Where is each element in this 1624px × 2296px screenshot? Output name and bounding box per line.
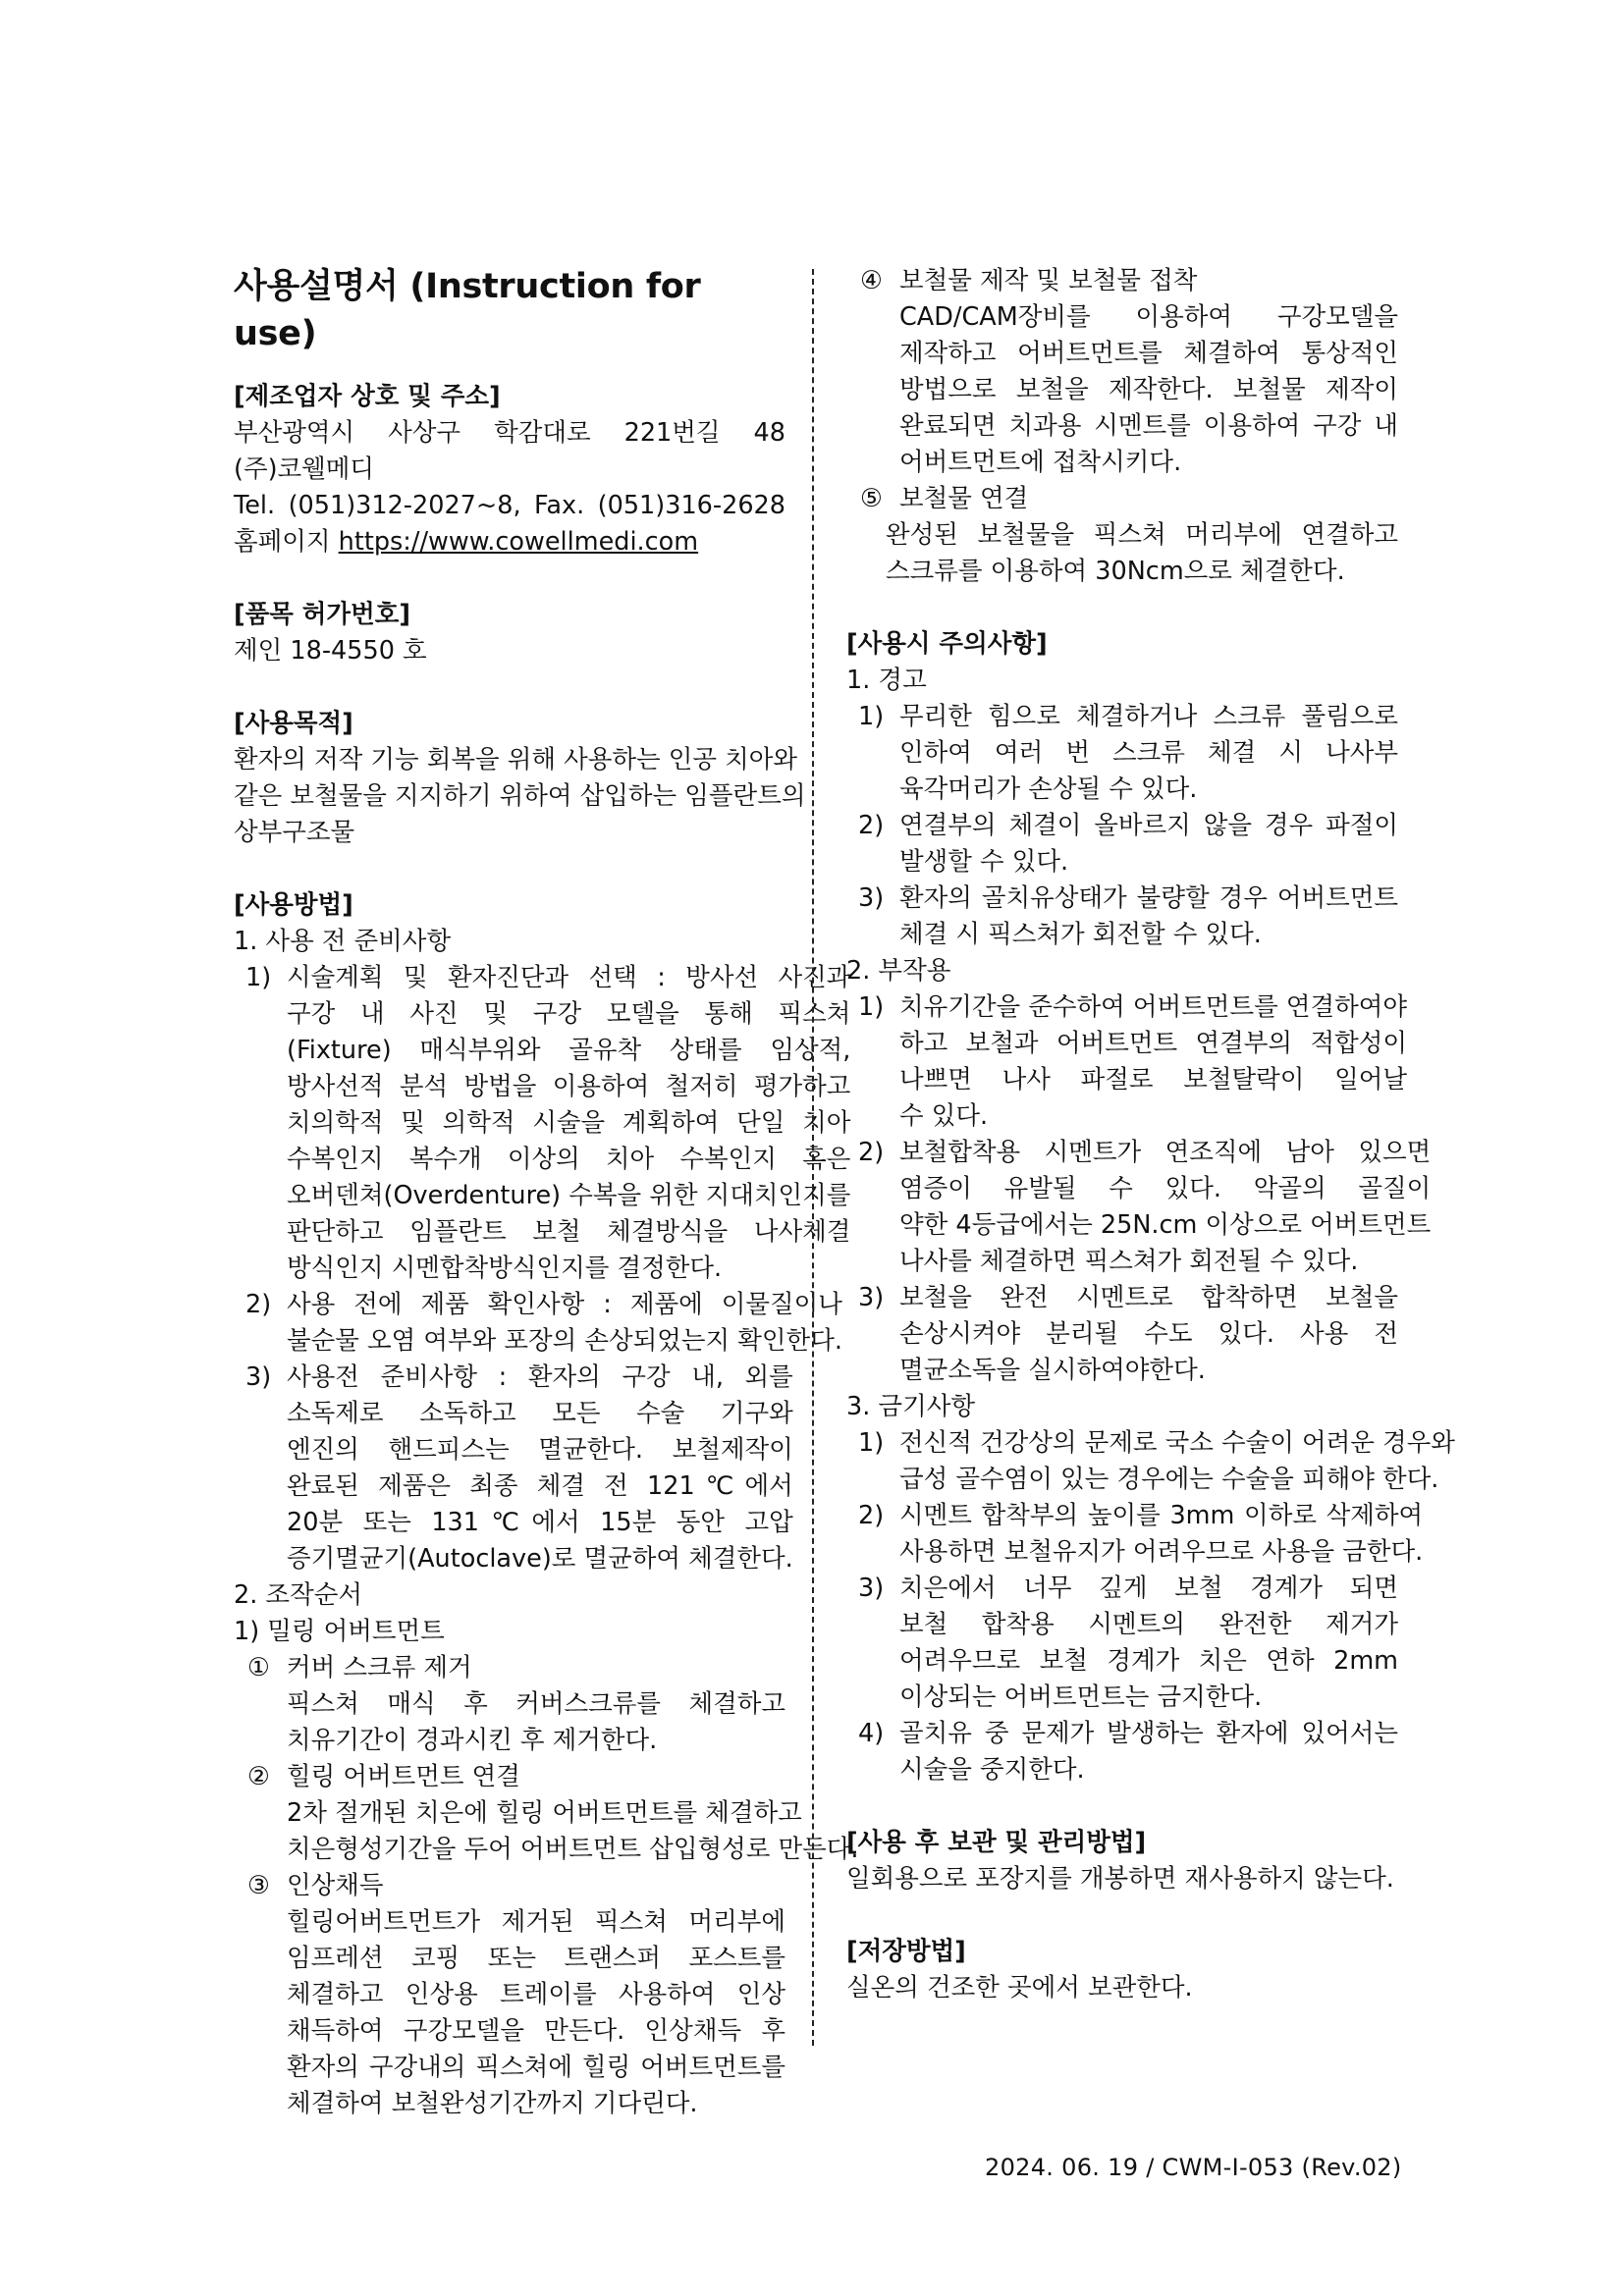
manufacturer-section xyxy=(234,379,785,561)
item-line: 발생할 수 있다. xyxy=(899,847,1069,877)
item-number: 4) xyxy=(858,1719,885,1748)
contraindication-item xyxy=(846,1716,1398,1789)
storage-heading: [저장방법] xyxy=(846,1937,966,1966)
item-line: 시술계획 및 환자진단과 선택 : 방사선 사진과 xyxy=(287,963,851,992)
contraindication-item xyxy=(846,1571,1398,1716)
item-line: 증기멸균기(Autoclave)로 멸균하여 체결한다. xyxy=(287,1544,793,1574)
license-heading: [품목 허가번호] xyxy=(234,600,410,629)
item-number: 1) xyxy=(858,702,885,731)
side-effect-item xyxy=(846,1135,1432,1280)
item-number: 1) xyxy=(858,992,885,1022)
step-line: 치은형성기간을 두어 어버트먼트 삽입형성로 만든다. xyxy=(287,1835,859,1864)
item-line: 급성 골수염이 있는 경우에는 수술을 피해야 한다. xyxy=(899,1465,1439,1494)
storage-text: 실온의 건조한 곳에서 보관한다. xyxy=(846,1973,1193,2002)
procedure-title: 2. 조작순서 xyxy=(234,1580,362,1610)
purpose-line: 같은 보철물을 지지하기 위하여 삽입하는 임플란트의 xyxy=(234,781,806,811)
prep-title: 1. 사용 전 준비사항 xyxy=(234,927,452,956)
item-number: 3) xyxy=(858,1283,885,1312)
item-line: 불순물 오염 여부와 포장의 손상되었는지 확인한다. xyxy=(287,1326,842,1356)
purpose-line: 상부구조물 xyxy=(234,818,355,847)
step-line: 채득하여 구강모델을 만든다. 인상채득 후 xyxy=(287,2016,785,2046)
side-effect-item xyxy=(846,989,1407,1135)
contraindications-title: 3. 금기사항 xyxy=(846,1392,975,1421)
purpose-heading: [사용목적] xyxy=(234,709,353,738)
item-line: 육각머리가 손상될 수 있다. xyxy=(899,774,1198,804)
item-line: 시술을 중지한다. xyxy=(899,1755,1085,1785)
step-title: 보철물 연결 xyxy=(899,484,1029,513)
warning-item xyxy=(846,808,1398,881)
item-line: 시멘트 합착부의 높이를 3mm 이하로 삭제하여 xyxy=(899,1501,1424,1530)
contraindication-item xyxy=(846,1498,1424,1571)
step-line: 체결하고 인상용 트레이를 사용하여 인상 xyxy=(287,1980,785,2009)
procedure-step xyxy=(846,263,1398,481)
document-title: 사용설명서 (Instruction for use) xyxy=(234,267,701,353)
precautions-heading: [사용시 주의사항] xyxy=(846,629,1048,659)
procedure-step xyxy=(234,1759,859,1868)
item-line: 하고 보철과 어버트먼트 연결부의 적합성이 xyxy=(899,1029,1407,1058)
prep-item xyxy=(234,1360,793,1577)
item-line: 연결부의 체결이 올바르지 않을 경우 파절이 xyxy=(899,811,1398,840)
license-number: 제인 18-4550 호 xyxy=(234,636,427,666)
item-number: 2) xyxy=(245,1290,272,1319)
column-divider xyxy=(812,269,814,2046)
item-line: 수 있다. xyxy=(899,1101,989,1131)
item-line: 소독제로 소독하고 모든 수술 기구와 xyxy=(287,1399,793,1428)
item-number: 3) xyxy=(858,883,885,913)
step-number: ③ xyxy=(247,1871,270,1900)
item-line: 보철을 완전 시멘트로 합착하면 보철을 xyxy=(899,1283,1398,1312)
item-line: 치은에서 너무 깊게 보철 경계가 되면 xyxy=(899,1574,1398,1603)
step-line: 치유기간이 경과시킨 후 제거한다. xyxy=(287,1726,658,1755)
step-line: 힐링어버트먼트가 제거된 픽스쳐 머리부에 xyxy=(287,1907,785,1937)
usage-heading: [사용방법] xyxy=(234,890,353,920)
item-number: 2) xyxy=(858,1501,885,1530)
item-line: 약한 4등급에서는 25N.cm 이상으로 어버트먼트 xyxy=(899,1210,1432,1240)
storage-section xyxy=(846,1934,1398,2006)
license-section xyxy=(234,597,785,669)
precautions-section xyxy=(846,626,1455,1789)
item-line: 수복인지 복수개 이상의 치아 수복인지 혹은 xyxy=(287,1145,851,1174)
document-footer: 2024. 06. 19 / CWM-I-053 (Rev.02) xyxy=(985,2154,1402,2181)
step-title: 인상채득 xyxy=(287,1871,384,1900)
purpose-line: 환자의 저작 기능 회복을 위해 사용하는 인공 치아와 xyxy=(234,745,798,774)
homepage-line xyxy=(234,524,785,561)
item-line: 체결 시 픽스쳐가 회전할 수 있다. xyxy=(899,920,1262,949)
warning-item xyxy=(846,881,1398,953)
item-line: 20분 또는 131℃에서 15분 동안 고압 xyxy=(287,1508,793,1537)
manufacturer-address: 부산광역시 사상구 학감대로 221번길 48 xyxy=(234,418,785,448)
prep-item xyxy=(234,1287,842,1360)
procedure-subtitle: 1) 밀링 어버트먼트 xyxy=(234,1617,445,1646)
contraindication-item xyxy=(846,1425,1455,1498)
item-number: 2) xyxy=(858,811,885,840)
step-number: ⑤ xyxy=(860,484,883,513)
prep-item xyxy=(234,960,851,1287)
step-line: 완료되면 치과용 시멘트를 이용하여 구강 내 xyxy=(899,411,1398,441)
step-line: 스크류를 이용하여 30Ncm으로 체결한다. xyxy=(886,557,1345,586)
item-line: 멸균소독을 실시하여야한다. xyxy=(899,1356,1206,1385)
step-line: 어버트먼트에 접착시키다. xyxy=(899,448,1182,477)
step-line: CAD/CAM장비를 이용하여 구강모델을 xyxy=(899,302,1398,332)
step-line: 픽스쳐 매식 후 커버스크류를 체결하고 xyxy=(287,1689,785,1719)
step-line: 완성된 보철물을 픽스쳐 머리부에 연결하고 xyxy=(886,520,1398,550)
right-column xyxy=(846,263,1455,2043)
warning-item xyxy=(846,699,1398,808)
item-number: 2) xyxy=(858,1138,885,1167)
item-line: 나사를 체결하면 픽스쳐가 회전될 수 있다. xyxy=(899,1247,1359,1276)
item-number: 3) xyxy=(245,1362,272,1392)
item-line: 이상되는 어버트먼트는 금지한다. xyxy=(899,1682,1263,1712)
step-title: 보철물 제작 및 보철물 접착 xyxy=(899,266,1198,295)
side-effect-item xyxy=(846,1280,1398,1389)
homepage-link[interactable]: https://www.cowellmedi.com xyxy=(338,527,699,557)
item-line: 보철합착용 시멘트가 연조직에 남아 있으면 xyxy=(899,1138,1432,1167)
step-line: 임프레션 코핑 또는 트랜스퍼 포스트를 xyxy=(287,1944,785,1973)
item-line: 구강 내 사진 및 구강 모델을 통해 픽스쳐 xyxy=(287,999,851,1029)
item-number: 1) xyxy=(858,1428,885,1458)
left-column xyxy=(234,263,859,2122)
item-line: 완료된 제품은 최종 체결 전 121℃에서 xyxy=(287,1471,793,1501)
after-use-text: 일회용으로 포장지를 개봉하면 재사용하지 않는다. xyxy=(846,1864,1394,1894)
after-use-section xyxy=(846,1825,1398,1897)
item-line: 인하여 여러 번 스크류 체결 시 나사부 xyxy=(899,738,1398,768)
item-line: 방식인지 시멘합착방식인지를 결정한다. xyxy=(287,1254,723,1283)
procedure-step xyxy=(234,1868,785,2122)
item-line: 판단하고 임플란트 보철 체결방식을 나사체결 xyxy=(287,1217,851,1247)
item-line: 손상시켜야 분리될 수도 있다. 사용 전 xyxy=(899,1319,1398,1349)
homepage-label: 홈페이지 xyxy=(234,527,331,557)
warning-title: 1. 경고 xyxy=(846,666,927,695)
procedure-step xyxy=(846,481,1398,590)
side-effects-title: 2. 부작용 xyxy=(846,956,951,986)
item-line: 나쁘면 나사 파절로 보철탈락이 일어날 xyxy=(899,1065,1407,1095)
item-line: 치의학적 및 의학적 시술을 계획하여 단일 치아 xyxy=(287,1108,851,1138)
item-line: 환자의 골치유상태가 불량할 경우 어버트먼트 xyxy=(899,883,1398,913)
item-line: 엔진의 핸드피스는 멸균한다. 보철제작이 xyxy=(287,1435,793,1465)
item-line: 염증이 유발될 수 있다. 악골의 골질이 xyxy=(899,1174,1432,1203)
item-line: 방사선적 분석 방법을 이용하여 철저히 평가하고 xyxy=(287,1072,851,1101)
item-line: 무리한 힘으로 체결하거나 스크류 풀림으로 xyxy=(899,702,1398,731)
after-use-heading: [사용 후 보관 및 관리방법] xyxy=(846,1828,1147,1857)
manufacturer-company: (주)코웰메디 xyxy=(234,454,375,484)
step-line: 체결하여 보철완성기간까지 기다린다. xyxy=(287,2089,698,2118)
manufacturer-contact: Tel. (051)312-2027~8, Fax. (051)316-2628 xyxy=(234,491,785,520)
item-number: 3) xyxy=(858,1574,885,1603)
step-line: 방법으로 보철을 제작한다. 보철물 제작이 xyxy=(899,375,1398,404)
procedure-step xyxy=(234,1650,785,1759)
step-number: ① xyxy=(247,1653,270,1682)
step-number: ② xyxy=(247,1762,270,1791)
item-line: 전신적 건강상의 문제로 국소 수술이 어려운 경우와 xyxy=(899,1428,1455,1458)
item-line: 사용전 준비사항 : 환자의 구강 내, 외를 xyxy=(287,1362,793,1392)
item-line: 어려우므로 보철 경계가 치은 연하 2mm xyxy=(899,1646,1398,1676)
step-title: 힐링 어버트먼트 연결 xyxy=(287,1762,520,1791)
step-line: 2차 절개된 치은에 힐링 어버트먼트를 체결하고 xyxy=(287,1798,802,1828)
step-number: ④ xyxy=(860,266,883,295)
purpose-section xyxy=(234,706,806,851)
manufacturer-heading: [제조업자 상호 및 주소] xyxy=(234,382,501,411)
item-line: (Fixture) 매식부위와 골유착 상태를 임상적, xyxy=(287,1036,851,1065)
step-line: 제작하고 어버트먼트를 체결하여 통상적인 xyxy=(899,339,1398,368)
item-number: 1) xyxy=(245,963,272,992)
item-line: 사용하면 보철유지가 어려우므로 사용을 금한다. xyxy=(899,1537,1424,1567)
usage-section xyxy=(234,887,859,2122)
step-title: 커버 스크류 제거 xyxy=(287,1653,472,1682)
item-line: 사용 전에 제품 확인사항 : 제품에 이물질이나 xyxy=(287,1290,842,1319)
item-line: 골치유 중 문제가 발생하는 환자에 있어서는 xyxy=(899,1719,1398,1748)
item-line: 오버덴쳐(Overdenture) 수복을 위한 지대치인지를 xyxy=(287,1181,851,1210)
item-line: 보철 합착용 시멘트의 완전한 제거가 xyxy=(899,1610,1398,1639)
step-line: 환자의 구강내의 픽스쳐에 힐링 어버트먼트를 xyxy=(287,2053,785,2082)
item-line: 치유기간을 준수하여 어버트먼트를 연결하여야 xyxy=(899,992,1407,1022)
